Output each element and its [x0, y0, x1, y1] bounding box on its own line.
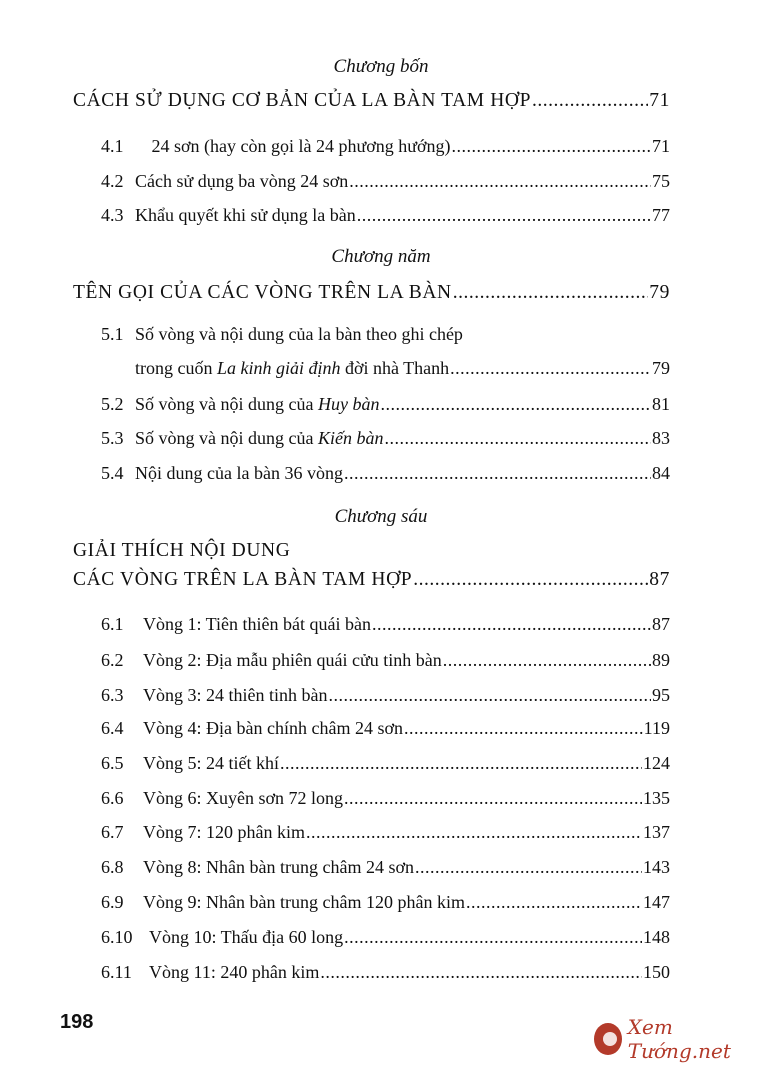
section-title: Cách sử dụng ba vòng 24 sơn	[135, 171, 349, 191]
page-ref: 77	[652, 205, 670, 225]
toc-entry-4-2[interactable]	[101, 171, 670, 192]
chapter-title: TÊN GỌI CỦA CÁC VÒNG TRÊN LA BÀN	[73, 282, 452, 303]
watermark-text: Xem Tướng.net	[627, 1015, 731, 1063]
section-title: Nội dung của la bàn 36 vòng	[135, 463, 343, 483]
page-ref: 71	[649, 90, 670, 111]
section-number: 6.8	[101, 857, 124, 877]
dot-leader	[344, 788, 642, 809]
dot-leader	[357, 205, 651, 226]
section-number: 4.3	[101, 205, 124, 225]
section-title: Vòng 6: Xuyên sơn 72 long	[143, 788, 344, 808]
section-number: 5.4	[101, 463, 124, 483]
page-ref: 137	[643, 822, 670, 842]
page-ref: 148	[643, 927, 670, 947]
page-ref: 71	[652, 136, 670, 156]
book-title: Huy bàn	[317, 394, 380, 414]
section-number: 6.11	[101, 962, 132, 982]
chapter-4-heading: Chương bốn	[333, 56, 429, 77]
page-ref: 79	[649, 282, 670, 303]
dot-leader	[306, 822, 642, 843]
toc-entry-5-3[interactable]: 5.3 Số vòng và nội dung của Kiến bàn ..... 83	[101, 428, 670, 449]
section-number: 6.7	[101, 822, 124, 842]
section-title: Vòng 7: 120 phân kim	[143, 822, 305, 842]
section-number: 6.3	[101, 685, 124, 705]
section-title: Vòng 10: Thấu địa 60 long	[149, 927, 344, 947]
dot-leader	[413, 569, 648, 591]
toc-entry-4-3[interactable]	[101, 205, 670, 226]
chapter-6-title-line1: GIẢI THÍCH NỘI DUNG	[73, 540, 291, 561]
section-number: 6.9	[101, 892, 124, 912]
section-number: 6.4	[101, 718, 124, 738]
page-number: 198	[60, 1011, 94, 1033]
section-title: Vòng 3: 24 thiên tinh bàn	[143, 685, 328, 705]
dot-leader	[453, 282, 649, 304]
section-number: 6.6	[101, 788, 124, 808]
section-number: 6.2	[101, 650, 124, 670]
page-ref: 89	[652, 650, 670, 670]
section-title: Vòng 4: Địa bàn chính châm 24 sơn	[143, 718, 403, 738]
chapter-5-heading: Chương năm	[331, 246, 431, 267]
chapter-6-heading: Chương sáu	[334, 506, 428, 527]
section-title: Số vòng và nội dung của la bàn theo ghi chép	[135, 324, 463, 344]
dot-leader	[372, 614, 651, 635]
toc-entry-6-5[interactable]	[101, 753, 670, 774]
dot-leader	[466, 892, 642, 913]
section-title: Vòng 11: 240 phân kim	[149, 962, 320, 982]
section-title: Vòng 9: Nhân bàn trung châm 120 phân kim	[143, 892, 465, 912]
toc-entry-6-11[interactable]	[101, 962, 670, 983]
dot-leader	[532, 90, 648, 112]
section-title: Vòng 1: Tiên thiên bát quái bàn	[143, 614, 371, 634]
section-number: 5.3	[101, 428, 124, 448]
page-ref: 124	[643, 753, 670, 773]
toc-entry-6-8[interactable]	[101, 857, 670, 878]
page-ref: 119	[643, 718, 670, 738]
section-number: 4.2	[101, 171, 124, 191]
dot-leader	[450, 358, 651, 379]
page-ref: 87	[649, 569, 670, 590]
dot-leader	[280, 753, 642, 774]
chapter-4-title-entry[interactable]	[73, 90, 670, 112]
page-ref: 79	[652, 358, 670, 378]
dot-leader	[344, 463, 651, 484]
dot-leader	[320, 962, 642, 983]
toc-entry-5-2[interactable]: 5.2 Số vòng và nội dung của Huy bàn ..... 81	[101, 394, 670, 415]
section-number: 4.1	[101, 136, 124, 156]
section-title: Vòng 8: Nhân bàn trung châm 24 sơn	[143, 857, 414, 877]
toc-entry-6-7[interactable]	[101, 822, 670, 843]
dot-leader	[415, 857, 642, 878]
book-title: La kinh giải định	[216, 358, 341, 378]
page-ref: 83	[652, 428, 670, 448]
page-ref: 143	[643, 857, 670, 877]
section-number: 5.1	[101, 324, 124, 344]
chapter-6-title-entry[interactable]	[73, 569, 670, 591]
toc-entry-6-3[interactable]	[101, 685, 670, 706]
toc-entry-4-1[interactable]	[101, 136, 670, 157]
toc-entry-6-10[interactable]	[101, 927, 670, 948]
dot-leader	[404, 718, 643, 739]
page-ref: 84	[652, 463, 670, 483]
toc-entry-5-1-line1[interactable]	[101, 324, 463, 345]
section-number: 6.5	[101, 753, 124, 773]
yin-yang-logo-icon	[594, 1023, 622, 1055]
watermark	[594, 1015, 762, 1063]
toc-entry-6-1[interactable]	[101, 614, 670, 635]
dot-leader	[384, 428, 651, 449]
toc-entry-6-6[interactable]	[101, 788, 670, 809]
section-number: 6.1	[101, 614, 124, 634]
toc-entry-6-4[interactable]	[101, 718, 670, 739]
chapter-title: CÁCH SỬ DỤNG CƠ BẢN CỦA LA BÀN TAM HỢP	[73, 90, 532, 111]
page-ref: 95	[652, 685, 670, 705]
dot-leader	[443, 650, 651, 671]
chapter-title: CÁC VÒNG TRÊN LA BÀN TAM HỢP	[73, 569, 413, 590]
section-title: 24 sơn (hay còn gọi là 24 phương hướng)	[147, 136, 451, 156]
page-ref: 81	[652, 394, 670, 414]
dot-leader	[349, 171, 651, 192]
dot-leader	[344, 927, 642, 948]
page-ref: 147	[643, 892, 670, 912]
page-ref: 150	[643, 962, 670, 982]
page-ref: 87	[652, 614, 670, 634]
section-title: Khẩu quyết khi sử dụng la bàn	[135, 205, 356, 225]
section-title: Vòng 2: Địa mẫu phiên quái cửu tinh bàn	[143, 650, 442, 670]
dot-leader	[380, 394, 651, 415]
toc-entry-6-9[interactable]	[101, 892, 670, 913]
dot-leader	[328, 685, 651, 706]
page-ref: 135	[643, 788, 670, 808]
toc-entry-6-2[interactable]	[101, 650, 670, 671]
book-title: Kiến bàn	[317, 428, 384, 448]
section-number: 5.2	[101, 394, 124, 414]
section-title: Vòng 5: 24 tiết khí	[143, 753, 279, 773]
page-ref: 75	[652, 171, 670, 191]
section-number: 6.10	[101, 927, 133, 947]
dot-leader	[452, 136, 651, 157]
toc-entry-5-4[interactable]	[101, 463, 670, 484]
toc-entry-5-1-line2[interactable]: trong cuốn La kinh giải định đời nhà Thanh ..... 79	[135, 358, 670, 379]
chapter-5-title-entry[interactable]	[73, 282, 670, 304]
